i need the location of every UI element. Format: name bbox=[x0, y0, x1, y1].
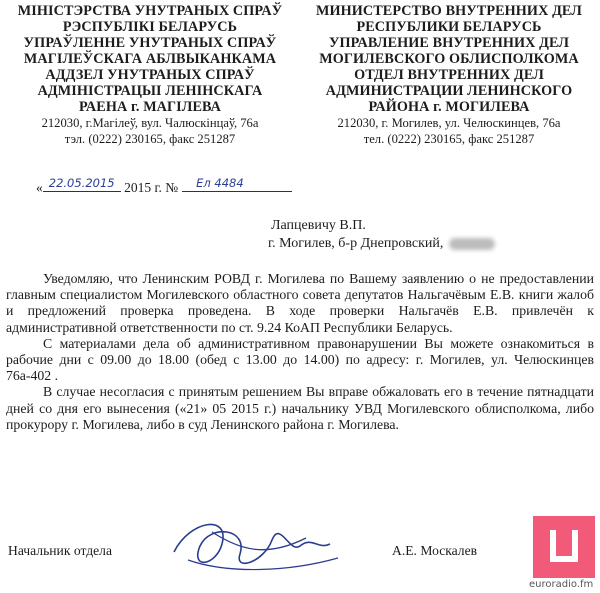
header-right-line: МИНИСТЕРСТВО ВНУТРЕННИХ ДЕЛ bbox=[316, 3, 582, 19]
paragraph-materials: С материалами дела об административном правонарушении Вы можете ознакомиться в рабочие дни с 09.00 до 18.00 (обед с 13.00 до 14.00) по адресу: г. Могилев, ул. Челюскинцев 76а-402 . bbox=[6, 335, 594, 384]
header-right-line: МОГИЛЕВСКОГО ОБЛИСПОЛКОМА bbox=[319, 51, 579, 67]
header-right-line: ОТДЕЛ ВНУТРЕННИХ ДЕЛ bbox=[354, 67, 544, 83]
header-left bbox=[4, 3, 296, 147]
body-text bbox=[6, 271, 594, 433]
header-right-line: РАЙОНА г. МОГИЛЕВА bbox=[368, 99, 530, 115]
header-right-line: УПРАВЛЕНИЕ ВНУТРЕННИХ ДЕЛ bbox=[328, 35, 570, 51]
header-left-line: УПРАЎЛЕННЕ УНУТРАНЫХ СПРАЎ bbox=[23, 35, 277, 51]
header-right-line: РЕСПУБЛИКИ БЕЛАРУСЬ bbox=[356, 19, 542, 35]
recipient-name: Лапцевичу В.П. bbox=[271, 218, 366, 233]
date-field bbox=[43, 178, 121, 192]
euroradio-logo-mark bbox=[533, 516, 595, 578]
header-right-phone: тел. (0222) 230165, факс 251287 bbox=[363, 132, 535, 146]
header-left-line: АДДЗЕЛ УНУТРАНЫХ СПРАЎ bbox=[45, 67, 255, 83]
header-right-address: 212030, г. Могилев, ул. Челюскинцев, 76а bbox=[337, 116, 561, 130]
handwritten-number: Ел 4484 bbox=[196, 176, 244, 190]
recipient-address: г. Могилев, б-р Днепровский, bbox=[268, 236, 444, 251]
recipient-address-line bbox=[268, 236, 495, 252]
header-left-line: МІНІСТЭРСТВА УНУТРАНЫХ СПРАЎ bbox=[17, 3, 283, 19]
header-left-line: РЭСПУБЛІКІ БЕЛАРУСЬ bbox=[62, 19, 238, 35]
header-left-line: РАЕНА г. МАГІЛЕВА bbox=[78, 99, 222, 115]
year-number-label: 2015 г. № bbox=[124, 180, 179, 195]
number-field bbox=[182, 178, 292, 192]
header-left-line: МАГІЛЕЎСКАГА АБЛВЫКАНКАМА bbox=[23, 51, 277, 67]
header-right-line: АДМИНИСТРАЦИИ ЛЕНИНСКОГО bbox=[325, 83, 573, 99]
redacted-house-number bbox=[449, 238, 495, 250]
watermark-text: euroradio.fm bbox=[529, 579, 594, 590]
header-left-phone: тэл. (0222) 230165, факс 251287 bbox=[64, 132, 236, 146]
euroradio-logo bbox=[533, 516, 595, 578]
header-left-line: АДМІНІСТРАЦЫІ ЛЕНІНСКАГА bbox=[37, 83, 263, 99]
handwritten-signature bbox=[168, 510, 368, 580]
header-right bbox=[300, 3, 598, 147]
signature-name: А.Е. Москалев bbox=[392, 543, 478, 558]
handwritten-date: 22.05.2015 bbox=[48, 176, 115, 190]
paragraph-notification: Уведомляю, что Ленинским РОВД г. Могилева по Вашему заявлению о не предоставлении главным специалистом Могилевского областного совета депутатов Нальгачёвым Е.В. книги жалоб и предложений проверка проведена. В ходе проверки Нальгачёв Е.В. привлечён к административной ответственности по ст. 9.24 КоАП Республики Беларусь. bbox=[6, 271, 594, 335]
header-left-address: 212030, г.Магілеў, вул. Чалюскінцаў, 76а bbox=[41, 116, 259, 130]
registration-line bbox=[36, 178, 292, 196]
open-quote: « bbox=[36, 180, 43, 195]
paragraph-appeal: В случае несогласия с принятым решением Вы вправе обжаловать его в течение пятнадцати дней со дня его вынесения («21» 05 2015 г.) начальнику УВД Могилевского облисполкома, либо прокурору г. Могилева, либо в суд Ленинского района г. Могилева. bbox=[6, 384, 594, 432]
signature-title: Начальник отдела bbox=[8, 543, 112, 558]
